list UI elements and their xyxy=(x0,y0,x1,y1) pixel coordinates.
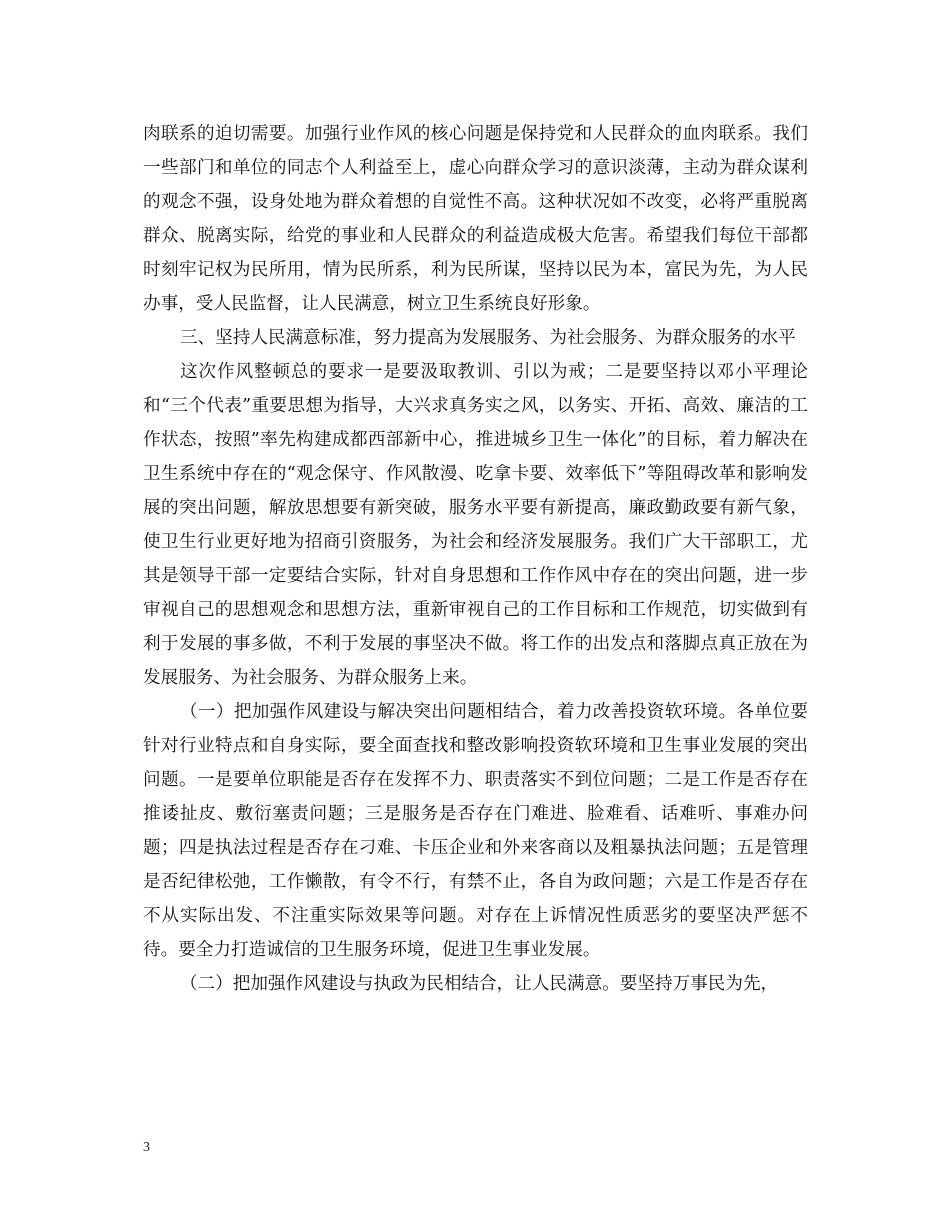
document-body xyxy=(143,117,808,1001)
paragraph-continuation: 肉联系的迫切需要。加强行业作风的核心问题是保持党和人民群众的血肉联系。我们一些部门和单位的同志个人利益至上，虚心向群众学习的意识淡薄，主动为群众谋利的观念不强，设身处地为群众着想的自觉性不高。这种状况如不改变，必将严重脱离群众、脱离实际，给党的事业和人民群众的利益造成极大危害。希望我们每位干部都时刻牢记权为民所用，情为民所系，利为民所谋，坚持以民为本，富民为先，为人民办事，受人民监督，让人民满意，树立卫生系统良好形象。 xyxy=(143,124,808,314)
paragraph-item-one: （一）把加强作风建设与解决突出问题相结合，着力改善投资软环境。各单位要针对行业特点和自身实际，要全面查找和整改影响投资软环境和卫生事业发展的突出问题。一是要单位职能是否存在发挥不力、职责落实不到位问题；二是工作是否存在推诿扯皮、敷衍塞责问题；三是服务是否存在门难进、脸难看、话难听、事难办问题；四是执法过程是否存在刁难、卡压企业和外来客商以及粗暴执法问题；五是管理是否纪律松弛，工作懒散，有令不行，有禁不止，各自为政问题；六是工作是否存在不从实际出发、不注重实际效果等问题。对存在上诉情况性质恶劣的要坚决严惩不待。要全力打造诚信的卫生服务环境，促进卫生事业发展。 xyxy=(143,702,808,960)
section-heading-three: 三、坚持人民满意标准，努力提高为发展服务、为社会服务、为群众服务的水平 xyxy=(179,328,796,348)
paragraph-item-two: （二）把加强作风建设与执政为民相结合，让人民满意。要坚持万事民为先， xyxy=(179,974,779,994)
page-number: 3 xyxy=(143,1140,150,1155)
paragraph-requirements: 这次作风整顿总的要求一是要汲取教训、引以为戒；二是要坚持以邓小平理论和“三个代表”重要思想为指导，大兴求真务实之风，以务实、开拓、高效、廉洁的工作状态，按照”率先构建成都西部新中心，推进城乡卫生一体化”的目标，着力解决在卫生系统中存在的“观念保守、作风散漫、吃拿卡要、效率低下”等阻碍改革和影响发展的突出问题，解放思想要有新突破，服务水平要有新提高，廉政勤政要有新气象，使卫生行业更好地为招商引资服务，为社会和经济发展服务。我们广大干部职工，尤其是领导干部一定要结合实际，针对自身思想和工作作风中存在的突出问题，进一步审视自己的思想观念和思想方法，重新审视自己的工作目标和工作规范，切实做到有利于发展的事多做，不利于发展的事坚决不做。将工作的出发点和落脚点真正放在为发展服务、为社会服务、为群众服务上来。 xyxy=(143,362,808,688)
